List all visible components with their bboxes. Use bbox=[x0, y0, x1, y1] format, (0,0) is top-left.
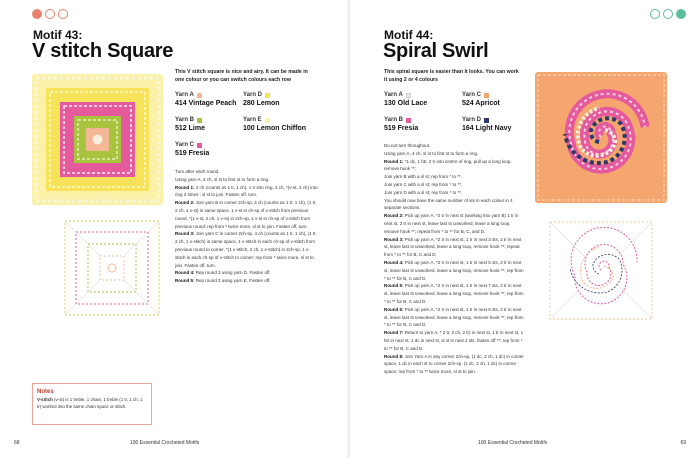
yarn-a: Yarn A 414 Vintage Peach bbox=[175, 92, 237, 107]
dot-icon bbox=[663, 9, 673, 19]
swatch-icon bbox=[265, 118, 270, 123]
pattern-line: Do not turn throughout. bbox=[384, 143, 431, 148]
dot-icon bbox=[58, 9, 68, 19]
pattern-line: Round 3: Pick up yarn A, *2 tr in next st, 1 tr in next 3 sts, 2 tr in next st, leave last st unworked, leave a long loop, remove hook **; repeat from * to ** for B, C and D. bbox=[384, 236, 522, 258]
pattern-line: Using yarn A, 4 ch, sl st to first st to form a ring. bbox=[384, 150, 479, 156]
pattern-line: Round 8: Join Yarn A in any corner 2ch-sp, (1 dc, 2 ch, 1 dc) in corner space, 1 dc in each st to corner 2ch-sp, (1 dc, 2 ch, 1 dc) in corner space; rep from * to ** twice more, sl st to join. bbox=[384, 353, 524, 375]
pattern-line: Round 1: 4 ch (counts as 1 tr, 1 ch), 1 tr into ring, 2 ch, *(v-st, 2 ch) into ring 3 times ; sl st to join. Fasten off, turn. bbox=[175, 184, 318, 198]
yarn-c: Yarn C 524 Apricot bbox=[462, 92, 500, 107]
dot-icon bbox=[32, 9, 42, 19]
page-number: 69 bbox=[680, 440, 686, 446]
yarn-e: Yarn E 100 Lemon Chiffon bbox=[243, 117, 307, 132]
notes-body: V-stitch (v-st) is 1 treble, 1 chain, 1 treble (1 tr, 1 ch, 1 tr) worked into the same chain space or stitch. bbox=[37, 397, 143, 409]
pattern-line: Join yarn D with a sl st; rep from * to **. bbox=[384, 189, 463, 195]
swatch-icon bbox=[406, 93, 411, 98]
pattern-line: Round 4: Rep round 3 using yarn D. Fasten off. bbox=[175, 270, 271, 276]
motif-label: Motif 44: bbox=[384, 28, 434, 42]
pattern-line: Round 3: Join yarn C in corner 2ch-sp, 4 ch (counts as 1 tr, 1 ch), (1 tr, 2 ch, 1 v-stitch) in same space, 1 v-stitch in each ch-sp of v-stitch from previous round to corner, *(1 v-stitch, 2 ch, 1 v-stitch) in 2ch-sp, 1 v-stitch in each ch-sp of v-stitch to corner; rep from * twice more, sl st to join. Fasten off, turn. bbox=[175, 231, 317, 268]
pattern-line: Round 1: *1 dc, 1 htr, 2 tr into centre of ring, pull up a long loop, remove hook **; bbox=[384, 158, 512, 172]
pattern-line: Round 5: Rep round 3 using yarn E. Fasten off. bbox=[175, 278, 271, 284]
notes-box bbox=[32, 383, 152, 425]
dot-icon bbox=[676, 9, 686, 19]
stitch-chart bbox=[62, 218, 162, 318]
book-title: 100 Essential Crocheted Motifs bbox=[130, 440, 200, 446]
pattern-line: Round 7: Return to yarn A, * 2 tr, 2 ch, 2 tr) in next st, 1 tr in next st, 1 htr in next st, 1 dc in next st, sl st in next 2 sts, fasten off **; rep from * to ** for B, C and D. bbox=[384, 330, 524, 351]
dot-icon bbox=[650, 9, 660, 19]
yarn-b: Yarn B 519 Fresia bbox=[384, 117, 419, 132]
page-number: 68 bbox=[14, 440, 20, 446]
pattern-line: Round 4: Pick up yarn A, *2 tr in next st, 1 tr in next 5 sts, 2 tr in next st, leave last st unworked, leave a long loop, remove hook **; rep from * to ** for B, C and D. bbox=[384, 259, 524, 281]
motif-photo bbox=[30, 72, 165, 207]
pattern-line: Round 2: Join yarn B in corner 2ch-sp, 4 ch (counts as 1 tr, 1 ch), (1 tr, 2 ch, 1 v-st) in same space, 1 v-st in ch-sp of v-stitch from previous round, *(1 v-st, 2 ch, 1 v-st) in 2ch-sp, 1 v-st in ch-sp of v-stitch from previous round; rep from * twice more, sl st to join. Fasten off, turn. bbox=[175, 200, 317, 229]
yarn-a: Yarn A 130 Old Lace bbox=[384, 92, 428, 107]
swatch-icon bbox=[197, 118, 202, 123]
swatch-icon bbox=[265, 93, 270, 98]
decorative-dots-right bbox=[650, 9, 686, 19]
motif-intro: This spiral square is easier than it looks. You can work it using 2 or 4 colours bbox=[384, 69, 519, 83]
pattern-instructions bbox=[175, 168, 320, 285]
yarn-d: Yarn D 280 Lemon bbox=[243, 92, 280, 107]
swatch-icon bbox=[197, 93, 202, 98]
book-title: 100 Essential Crocheted Motifs bbox=[478, 440, 548, 446]
yarn-b: Yarn B 512 Lime bbox=[175, 117, 205, 132]
pattern-instructions bbox=[384, 142, 524, 376]
decorative-dots-left bbox=[32, 9, 68, 19]
dot-icon bbox=[45, 9, 55, 19]
pattern-line: Round 2: Pick up yarn A, *2 tr in next st (working into yarn B) 1 tr in next st, 2 tr in next st, leave last st unworked, leave a long loop, remove hook **; repeat from * to ** for B, C, and D. bbox=[384, 213, 519, 234]
stitch-chart bbox=[546, 218, 656, 323]
pattern-line: Round 6: Pick up yarn A, *2 tr in next st, 1 tr in next 9 sts, 2 tr in next st, leave last st unworked, leave a long loop, remove hook **; rep from * to ** for B, C and D. bbox=[384, 306, 524, 328]
swatch-icon bbox=[197, 143, 202, 148]
swatch-icon bbox=[406, 118, 411, 123]
swatch-icon bbox=[484, 93, 489, 98]
pattern-line: Join yarn B with a sl st; rep from * to **. bbox=[384, 174, 463, 180]
pattern-line: Using yarn A, 4 ch, sl st to first st to form a ring. bbox=[175, 176, 270, 182]
motif-intro: This V stitch square is nice and airy. It can be made in one colour or you can switch colours each row bbox=[175, 69, 308, 83]
swatch-icon bbox=[484, 118, 489, 123]
pattern-line: Round 5: Pick up yarn A, *2 tr in next st, 1 tr in next 7 sts, 2 tr in next st, leave last st unworked, leave a long loop, remove hook **; rep from * to ** for B, C and D. bbox=[384, 283, 524, 304]
pattern-line: You should now have the same number of sts in each colour in 4 separate sections. bbox=[384, 197, 513, 211]
right-page bbox=[350, 0, 700, 458]
pattern-line: Turn after each round. bbox=[175, 169, 220, 174]
yarn-d: Yarn D 164 Light Navy bbox=[462, 117, 512, 132]
motif-label: Motif 43: bbox=[33, 28, 83, 42]
notes-title: Notes bbox=[37, 389, 54, 395]
yarn-c: Yarn C 519 Fresia bbox=[175, 142, 210, 157]
motif-title: Spiral Swirl bbox=[383, 40, 489, 62]
motif-title: V stitch Square bbox=[32, 40, 174, 62]
motif-photo bbox=[533, 70, 669, 205]
pattern-line: Join yarn C with a sl st; rep from * to **. bbox=[384, 181, 463, 187]
